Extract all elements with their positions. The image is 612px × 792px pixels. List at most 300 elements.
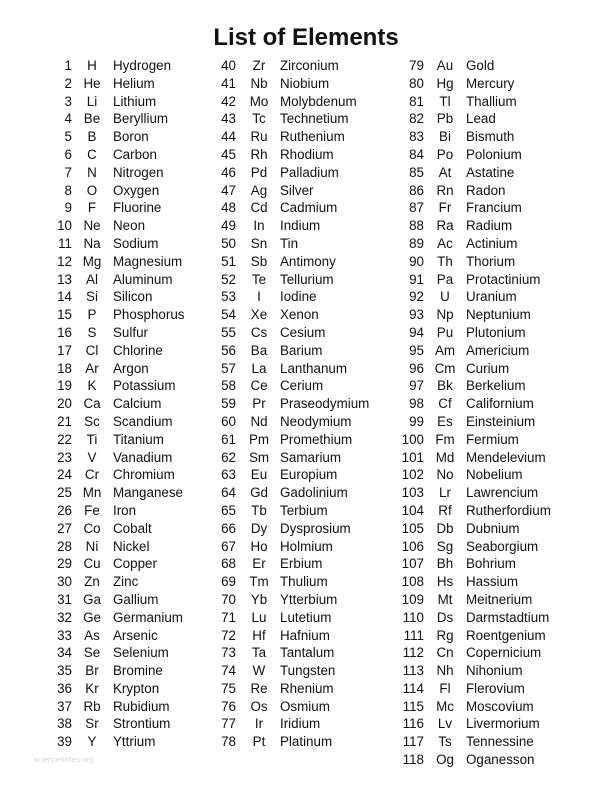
- atomic-number: 13: [57, 271, 72, 287]
- element-name: Tin: [280, 235, 299, 251]
- element-symbol: K: [87, 378, 97, 394]
- watermark-text: sciencenotes.org: [34, 756, 94, 764]
- element-symbol: Mo: [249, 93, 269, 109]
- atomic-number: 44: [221, 129, 236, 145]
- atomic-number: 111: [403, 627, 424, 643]
- element-name: Lawrencium: [466, 485, 539, 501]
- element-name: Holmium: [280, 538, 333, 554]
- element-name: Moscovium: [466, 698, 534, 714]
- element-symbol: Cs: [250, 324, 268, 340]
- element-symbol: Hs: [436, 574, 454, 590]
- element-name: Silicon: [113, 289, 153, 305]
- atomic-number: 86: [409, 182, 424, 198]
- element-symbol: Zn: [84, 574, 100, 590]
- atomic-number: 118: [402, 752, 424, 768]
- atomic-number: 3: [64, 93, 72, 109]
- atomic-number: 102: [401, 467, 424, 483]
- element-symbol: Se: [83, 645, 101, 661]
- element-name: Scandium: [113, 413, 173, 429]
- element-name: Nickel: [113, 538, 150, 554]
- atomic-number: 67: [221, 538, 236, 554]
- atomic-number: 81: [409, 93, 424, 109]
- element-name: Sulfur: [113, 324, 148, 340]
- element-symbol: Ds: [436, 609, 454, 625]
- element-symbol: Ac: [437, 235, 453, 251]
- element-symbol: Rn: [436, 182, 454, 198]
- element-name: Selenium: [113, 645, 169, 661]
- element-symbol: Sm: [248, 449, 270, 465]
- element-symbol: Nb: [250, 75, 268, 91]
- element-symbol: Br: [85, 663, 99, 679]
- element-name: Radium: [466, 218, 513, 234]
- element-name: Rhodium: [280, 146, 334, 162]
- element-symbol: Ru: [250, 129, 268, 145]
- element-name: Sodium: [113, 235, 159, 251]
- element-name: Promethium: [280, 431, 353, 447]
- element-symbol: C: [87, 146, 97, 162]
- atomic-number: 103: [401, 485, 424, 501]
- element-name: Tungsten: [280, 663, 336, 679]
- element-symbol: Mg: [82, 253, 102, 269]
- element-name: Copper: [113, 556, 157, 572]
- atomic-number: 88: [409, 218, 424, 234]
- element-name: Bohrium: [466, 556, 516, 572]
- atomic-number: 55: [221, 324, 236, 340]
- element-name: Thulium: [280, 574, 328, 590]
- element-symbol: Bh: [436, 556, 454, 572]
- element-name: Hafnium: [280, 627, 330, 643]
- atomic-number: 78: [221, 734, 236, 750]
- atomic-number: 85: [409, 164, 424, 180]
- element-name: Europium: [280, 467, 338, 483]
- element-symbol: Zr: [252, 58, 266, 73]
- atomic-number: 10: [57, 218, 72, 234]
- atomic-number: 52: [221, 271, 236, 287]
- element-name: Copernicium: [466, 645, 542, 661]
- element-name: Oganesson: [466, 752, 535, 768]
- element-symbol: Tb: [251, 502, 267, 518]
- element-name: Cobalt: [113, 520, 152, 536]
- element-symbol: Es: [437, 413, 453, 429]
- element-symbol: Np: [436, 307, 454, 323]
- element-symbol: Pa: [436, 271, 454, 287]
- element-symbol: Ts: [438, 734, 452, 750]
- atomic-number: 35: [57, 663, 72, 679]
- atomic-number: 89: [409, 235, 424, 251]
- element-symbol: As: [84, 627, 100, 643]
- element-symbol: Cu: [83, 556, 101, 572]
- atomic-number: 16: [57, 324, 72, 340]
- element-name: Dysprosium: [280, 520, 351, 536]
- element-name: Hassium: [466, 574, 519, 590]
- atomic-number: 114: [402, 680, 424, 696]
- atomic-number: 107: [401, 556, 424, 572]
- atomic-number: 90: [409, 253, 424, 269]
- atomic-number: 77: [221, 716, 236, 732]
- element-symbol: B: [87, 129, 97, 145]
- element-symbol: Fe: [84, 502, 100, 518]
- element-name: Iron: [113, 502, 137, 518]
- element-name: Rutherfordium: [466, 502, 551, 518]
- element-symbol: Bk: [437, 378, 453, 394]
- atomic-number: 69: [221, 574, 236, 590]
- element-name: Zinc: [113, 574, 139, 590]
- element-name: Uranium: [466, 289, 517, 305]
- element-name: Cadmium: [280, 200, 338, 216]
- atomic-number: 117: [402, 734, 424, 750]
- atomic-number: 4: [64, 111, 72, 127]
- element-symbol: U: [440, 289, 450, 305]
- atomic-number: 28: [57, 538, 72, 554]
- atomic-number: 12: [57, 253, 72, 269]
- element-symbol: Cl: [85, 342, 99, 358]
- element-name: Praseodymium: [280, 396, 370, 412]
- element-name: Livermorium: [466, 716, 540, 732]
- atomic-number: 51: [221, 253, 236, 269]
- atomic-number: 26: [57, 502, 72, 518]
- element-name: Tennessine: [466, 734, 534, 750]
- element-symbol: Ne: [83, 218, 101, 234]
- atomic-number: 84: [409, 146, 424, 162]
- element-symbol: Sb: [250, 253, 268, 269]
- element-name: Potassium: [113, 378, 176, 394]
- atomic-number: 5: [64, 129, 72, 145]
- element-name: Plutonium: [466, 324, 526, 340]
- element-symbol: I: [257, 289, 261, 305]
- element-symbol: Os: [250, 698, 268, 714]
- atomic-number: 71: [221, 609, 236, 625]
- element-name: Argon: [113, 360, 149, 376]
- atomic-number: 21: [57, 413, 72, 429]
- element-symbol: Mn: [82, 485, 102, 501]
- element-symbol: Cd: [250, 200, 268, 216]
- atomic-number: 75: [221, 680, 236, 696]
- atomic-number: 20: [57, 396, 72, 412]
- element-symbol: At: [438, 164, 452, 180]
- element-symbol: Pb: [436, 111, 454, 127]
- atomic-number: 113: [402, 663, 424, 679]
- atomic-number: 60: [221, 413, 236, 429]
- atomic-number: 30: [57, 574, 72, 590]
- element-symbol: Ti: [86, 431, 98, 447]
- page-title: List of Elements: [213, 24, 399, 51]
- atomic-number: 47: [221, 182, 236, 198]
- atomic-number: 115: [402, 698, 424, 714]
- atomic-number: 14: [57, 289, 72, 305]
- element-symbol: Yb: [250, 591, 268, 607]
- atomic-number: 31: [57, 591, 72, 607]
- element-symbol: O: [86, 182, 98, 198]
- element-name: Arsenic: [113, 627, 158, 643]
- element-symbol: N: [87, 164, 97, 180]
- element-name: Iridium: [280, 716, 321, 732]
- element-name: Barium: [280, 342, 323, 358]
- atomic-number: 80: [409, 75, 424, 91]
- element-symbol: Th: [437, 253, 453, 269]
- atomic-number: 56: [221, 342, 236, 358]
- element-symbol: Dy: [250, 520, 268, 536]
- atomic-number: 18: [57, 360, 72, 376]
- atomic-number: 42: [221, 93, 236, 109]
- atomic-number: 98: [409, 396, 424, 412]
- atomic-number: 53: [221, 289, 236, 305]
- atomic-number: 108: [401, 574, 424, 590]
- element-name: Flerovium: [466, 680, 525, 696]
- atomic-number: 96: [409, 360, 424, 376]
- atomic-number: 59: [221, 396, 236, 412]
- atomic-number: 8: [64, 182, 72, 198]
- element-symbol: In: [253, 218, 265, 234]
- atomic-number: 99: [409, 413, 424, 429]
- element-symbol: Ar: [85, 360, 99, 376]
- element-symbol: Ce: [250, 378, 268, 394]
- element-symbol: La: [251, 360, 267, 376]
- atomic-number: 27: [57, 520, 72, 536]
- element-symbol: Fl: [439, 680, 451, 696]
- element-name: Vanadium: [113, 449, 173, 465]
- atomic-number: 36: [57, 680, 72, 696]
- element-name: Chlorine: [113, 342, 163, 358]
- element-name: Samarium: [280, 449, 342, 465]
- element-name: Lutetium: [280, 609, 332, 625]
- element-name: Nitrogen: [113, 164, 164, 180]
- element-symbol: H: [87, 58, 97, 73]
- element-name: Astatine: [466, 164, 515, 180]
- element-symbol: Na: [83, 235, 101, 251]
- element-symbol: Bi: [439, 129, 451, 145]
- element-symbol: Lv: [437, 716, 453, 732]
- atomic-number: 63: [221, 467, 236, 483]
- atomic-number: 92: [409, 289, 424, 305]
- element-name: Calcium: [113, 396, 162, 412]
- atomic-number: 110: [402, 609, 424, 625]
- atomic-number: 48: [221, 200, 236, 216]
- element-symbol: Rb: [83, 698, 101, 714]
- element-name: Meitnerium: [466, 591, 533, 607]
- element-name: Ytterbium: [280, 591, 338, 607]
- element-symbol: Am: [434, 342, 456, 358]
- element-name: Platinum: [280, 734, 333, 750]
- element-name: Gold: [466, 58, 495, 73]
- element-name: Mercury: [466, 75, 515, 91]
- atomic-number: 34: [57, 645, 72, 661]
- element-name: Niobium: [280, 75, 330, 91]
- atomic-number: 50: [221, 235, 236, 251]
- element-symbol: No: [436, 467, 454, 483]
- atomic-number: 1: [64, 58, 72, 73]
- element-symbol: Md: [435, 449, 455, 465]
- element-symbol: Pt: [252, 734, 266, 750]
- atomic-number: 93: [409, 307, 424, 323]
- element-symbol: Ni: [85, 538, 99, 554]
- element-symbol: Pm: [248, 431, 270, 447]
- element-name: Gallium: [113, 591, 159, 607]
- atomic-number: 2: [64, 75, 72, 91]
- atomic-number: 87: [409, 200, 424, 216]
- element-name: Curium: [466, 360, 510, 376]
- atomic-number: 7: [64, 164, 72, 180]
- element-symbol: Mc: [436, 698, 454, 714]
- element-symbol: Lu: [251, 609, 267, 625]
- atomic-number: 17: [57, 342, 72, 358]
- element-name: Phosphorus: [113, 307, 185, 323]
- element-symbol: Ra: [436, 218, 454, 234]
- element-symbol: Y: [87, 734, 97, 750]
- element-symbol: Sn: [250, 235, 268, 251]
- element-symbol: Re: [250, 680, 268, 696]
- element-symbol: Er: [252, 556, 266, 572]
- element-symbol: Gd: [250, 485, 268, 501]
- element-symbol: V: [87, 449, 97, 465]
- atomic-number: 33: [57, 627, 72, 643]
- element-name: Antimony: [280, 253, 336, 269]
- element-name: Bismuth: [466, 129, 515, 145]
- atomic-number: 97: [409, 378, 424, 394]
- element-name: Fermium: [466, 431, 519, 447]
- atomic-number: 32: [57, 609, 72, 625]
- element-name: Thallium: [466, 93, 517, 109]
- element-name: Berkelium: [466, 378, 526, 394]
- element-name: Protactinium: [466, 271, 541, 287]
- atomic-number: 83: [409, 129, 424, 145]
- element-name: Nobelium: [466, 467, 523, 483]
- atomic-number: 29: [57, 556, 72, 572]
- element-name: Strontium: [113, 716, 171, 732]
- element-symbol: Cr: [84, 467, 100, 483]
- element-symbol: Sc: [84, 413, 100, 429]
- element-symbol: Nd: [250, 413, 268, 429]
- element-name: Silver: [280, 182, 314, 198]
- atomic-number: 37: [57, 698, 72, 714]
- element-symbol: Co: [83, 520, 101, 536]
- element-symbol: Pu: [436, 324, 454, 340]
- element-name: Boron: [113, 129, 149, 145]
- atomic-number: 15: [57, 307, 72, 323]
- element-symbol: Pd: [250, 164, 268, 180]
- element-name: Americium: [466, 342, 530, 358]
- element-name: Molybdenum: [280, 93, 357, 109]
- element-name: Thorium: [466, 253, 516, 269]
- element-name: Radon: [466, 182, 506, 198]
- element-name: Bromine: [113, 663, 163, 679]
- element-symbol: Rg: [436, 627, 454, 643]
- element-name: Helium: [113, 75, 155, 91]
- element-name: Tantalum: [280, 645, 335, 661]
- atomic-number: 116: [402, 716, 424, 732]
- atomic-number: 91: [409, 271, 424, 287]
- atomic-number: 49: [221, 218, 236, 234]
- element-symbol: Po: [436, 146, 454, 162]
- element-name: Tellurium: [280, 271, 334, 287]
- element-name: Actinium: [466, 235, 518, 251]
- element-symbol: Cf: [438, 396, 452, 412]
- element-name: Palladium: [280, 164, 339, 180]
- element-name: Germanium: [113, 609, 183, 625]
- element-name: Roentgenium: [466, 627, 546, 643]
- element-symbol: P: [87, 307, 97, 323]
- element-name: Magnesium: [113, 253, 183, 269]
- element-symbol: Si: [86, 289, 98, 305]
- element-name: Polonium: [466, 146, 522, 162]
- element-name: Titanium: [113, 431, 164, 447]
- atomic-number: 76: [221, 698, 236, 714]
- element-name: Technetium: [280, 111, 349, 127]
- element-name: Osmium: [280, 698, 330, 714]
- element-symbol: Ho: [250, 538, 268, 554]
- atomic-number: 25: [57, 485, 72, 501]
- atomic-number: 68: [221, 556, 236, 572]
- element-symbol: W: [252, 663, 266, 679]
- atomic-number: 95: [409, 342, 424, 358]
- element-name: Aluminum: [113, 271, 173, 287]
- element-name: Lanthanum: [280, 360, 348, 376]
- element-symbol: Nh: [436, 663, 454, 679]
- element-symbol: Lr: [439, 485, 451, 501]
- element-name: Manganese: [113, 485, 183, 501]
- element-name: Indium: [280, 218, 321, 234]
- atomic-number: 19: [57, 378, 72, 394]
- atomic-number: 54: [221, 307, 236, 323]
- element-symbol: Ca: [83, 396, 101, 412]
- element-name: Gadolinium: [280, 485, 348, 501]
- element-name: Einsteinium: [466, 413, 536, 429]
- atomic-number: 39: [57, 734, 72, 750]
- element-symbol: Eu: [250, 467, 268, 483]
- element-name: Xenon: [280, 307, 319, 323]
- element-symbol: Te: [251, 271, 267, 287]
- atomic-number: 66: [221, 520, 236, 536]
- atomic-number: 104: [401, 502, 424, 518]
- atomic-number: 70: [221, 591, 236, 607]
- atomic-number: 24: [57, 467, 72, 483]
- atomic-number: 94: [409, 324, 424, 340]
- atomic-number: 106: [401, 538, 424, 554]
- element-symbol: Tc: [252, 111, 266, 127]
- element-name: Fluorine: [113, 200, 162, 216]
- element-name: Nihonium: [466, 663, 523, 679]
- element-symbol: Ag: [250, 182, 268, 198]
- atomic-number: 57: [221, 360, 236, 376]
- atomic-number: 101: [401, 449, 424, 465]
- element-name: Neon: [113, 218, 146, 234]
- element-name: Darmstadtium: [466, 609, 550, 625]
- atomic-number: 40: [221, 58, 236, 73]
- atomic-number: 112: [402, 645, 424, 661]
- element-name: Terbium: [280, 502, 328, 518]
- element-name: Cerium: [280, 378, 324, 394]
- atomic-number: 100: [401, 431, 424, 447]
- element-name: Francium: [466, 200, 522, 216]
- element-name: Rubidium: [113, 698, 170, 714]
- atomic-number: 43: [221, 111, 236, 127]
- element-name: Californium: [466, 396, 534, 412]
- atomic-number: 61: [221, 431, 236, 447]
- element-name: Erbium: [280, 556, 323, 572]
- element-symbol: Rf: [438, 502, 452, 518]
- element-name: Lithium: [113, 93, 157, 109]
- element-name: Oxygen: [113, 182, 160, 198]
- element-name: Dubnium: [466, 520, 520, 536]
- element-name: Hydrogen: [113, 58, 172, 73]
- element-symbol: Hf: [252, 627, 266, 643]
- element-name: Carbon: [113, 146, 157, 162]
- atomic-number: 79: [409, 58, 424, 73]
- element-symbol: Ge: [83, 609, 101, 625]
- element-symbol: Tm: [249, 574, 269, 590]
- element-symbol: Au: [436, 58, 454, 73]
- element-symbol: Be: [83, 111, 101, 127]
- atomic-number: 41: [221, 75, 236, 91]
